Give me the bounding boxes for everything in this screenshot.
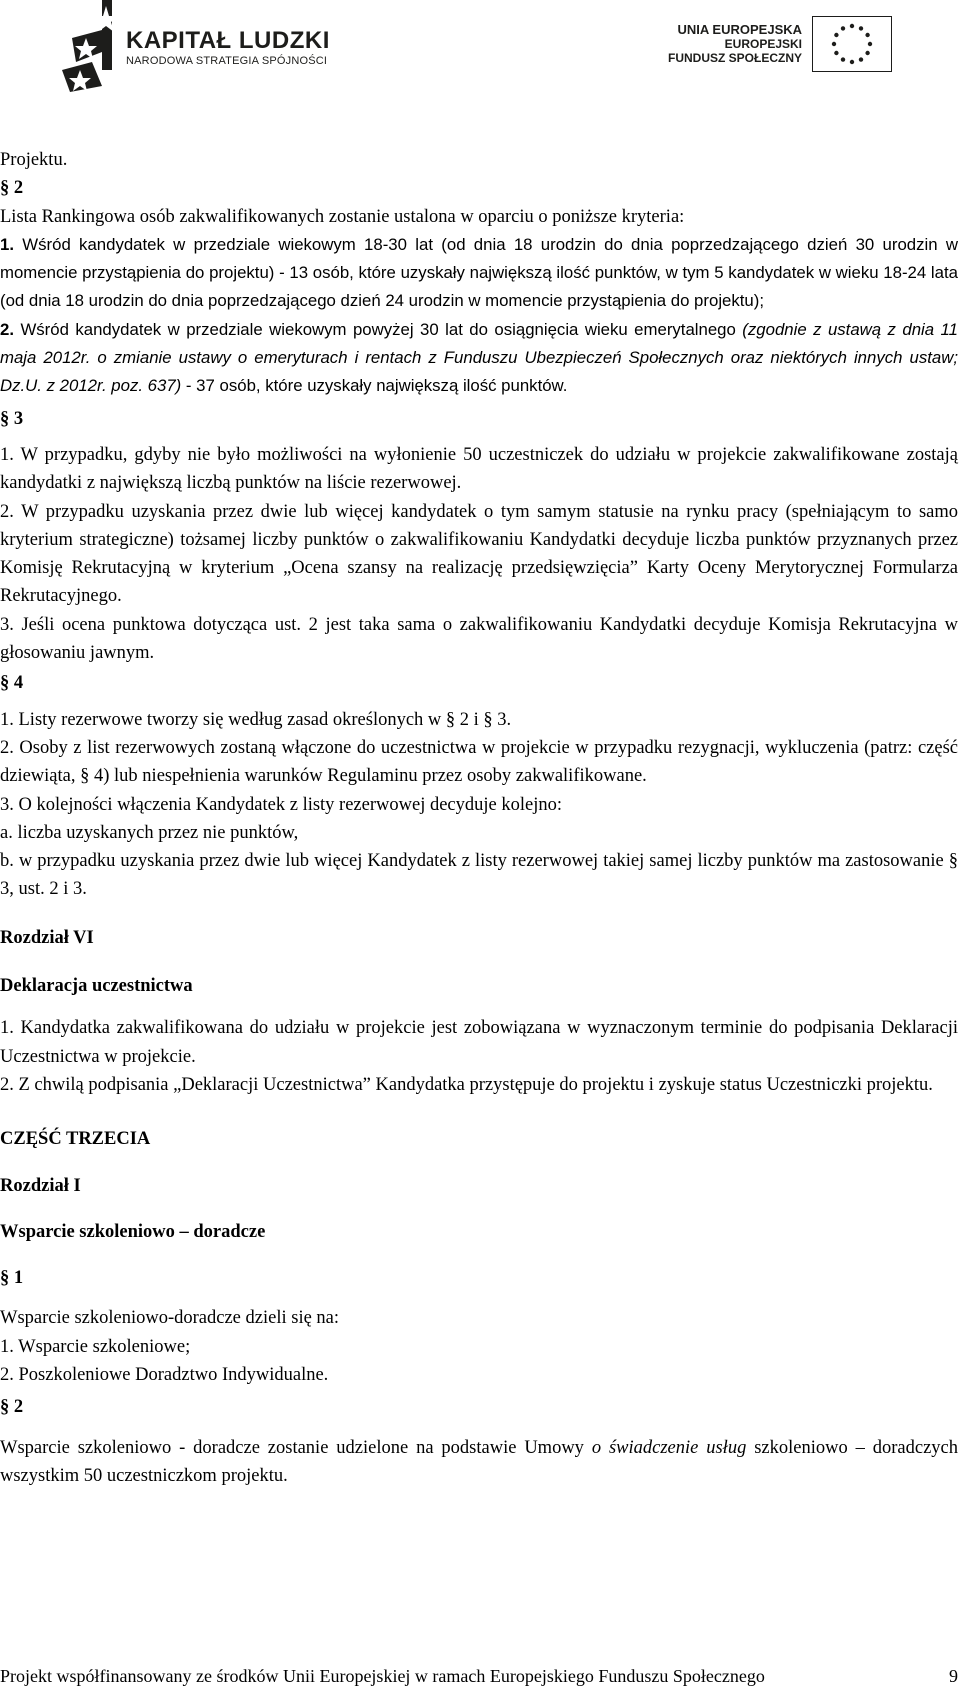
section-2-heading: § 2 <box>0 178 24 199</box>
ranking-intro: Lista Rankingowa osób zakwalifikowanych zostanie ustalona w oparciu o poniższe kryteria: <box>0 206 685 227</box>
eu-line-3: FUNDUSZ SPOŁECZNY <box>668 51 803 65</box>
section-4-point-a: a. liczba uzyskanych przez nie punktów, <box>0 822 299 843</box>
kapital-ludzki-title: KAPITAŁ LUDZKI <box>126 27 330 54</box>
support-heading: Wsparcie szkoleniowo – doradcze <box>0 1221 266 1242</box>
support-item-1: 1. Wsparcie szkoleniowe; <box>0 1336 191 1357</box>
criterion-1-text: Wśród kandydatek w przedziale wiekowym 18-30 lat (od dnia 18 urodzin do dnia poprzedzającego dzień 30 urodzin w momencie przystąpienia do projektu) - 13 osób, które uzyskały największą ilość punktów, w tym 5 kandydatek w wieku 18-24 lata (od dnia 18 urodzin do dnia poprzedzającego dzień 24 urodzin w momencie przystąpienia do projektu); <box>0 234 958 311</box>
eu-line-2: EUROPEJSKI <box>724 37 803 51</box>
criterion-1-number: 1. <box>0 234 14 254</box>
page-header <box>0 0 960 110</box>
text-projektu: Projektu. <box>0 150 68 170</box>
section-3-point-1: 1. W przypadku, gdyby nie było możliwości na wyłonienie 50 uczestniczek do udziału w projekcie zakwalifikowane zostają kandydatki z największą liczbą punktów na liście rezerwowej. <box>0 444 958 494</box>
kapital-ludzki-emblem-icon <box>62 0 132 92</box>
support-intro: Wsparcie szkoleniowo-doradcze dzieli się na: <box>0 1308 340 1329</box>
criterion-2-law-reference: (zgodnie z ustawą z dnia 11 maja 2012r. o zmianie ustawy o emeryturach i rentach z Funduszu Ubezpieczeń Społecznych oraz niektórych innych ustaw; Dz.U. z 2012r. poz. 637) <box>0 319 958 396</box>
section-4-point-3: 3. O kolejności włączenia Kandydatek z listy rezerwowej decyduje kolejno: <box>0 794 562 815</box>
section-2-final-heading: § 2 <box>0 1397 24 1418</box>
declaration-point-1: 1. Kandydatka zakwalifikowana do udziału w projekcie jest zobowiązana w wyznaczonym terminie do podpisania Deklaracji Uczestnictwa w projekcie. <box>0 1018 958 1067</box>
kapital-ludzki-subtitle: NARODOWA STRATEGIA SPÓJNOŚCI <box>126 55 328 67</box>
support-final-italic: o świadczenie usług <box>591 1437 747 1458</box>
eu-flag-icon <box>812 16 892 72</box>
support-item-2: 2. Poszkoleniowe Doradztwo Indywidualne. <box>0 1364 329 1385</box>
eu-wordmark <box>668 22 802 65</box>
criterion-2 <box>0 316 958 401</box>
section-1-heading: § 1 <box>0 1268 24 1289</box>
page-number: 9 <box>949 1666 958 1686</box>
declaration-point-2: 2. Z chwilą podpisania „Deklaracji Uczestnictwa” Kandydatka przystępuje do projektu i zyskuje status Uczestniczki projektu. <box>0 1074 933 1095</box>
criterion-2-number: 2. <box>0 319 14 339</box>
section-3-point-3: 3. Jeśli ocena punktowa dotycząca ust. 2 jest taka sama o zakwalifikowaniu Kandydatki decyduje Komisja Rekrutacyjna w głosowaniu jawnym. <box>0 614 958 664</box>
section-4-point-1: 1. Listy rezerwowe tworzy się według zasad określonych w § 2 i § 3. <box>0 709 512 730</box>
criterion-1 <box>0 231 958 316</box>
section-4-point-b: b. w przypadku uzyskania przez dwie lub więcej Kandydatek z listy rezerwowej takiej samej liczby punktów ma zastosowanie § 3, ust. 2 i 3. <box>0 851 958 900</box>
footer-funding-text: Projekt współfinansowany ze środków Unii Europejskiej w ramach Europejskiego Funduszu Społecznego <box>0 1666 765 1686</box>
declaration-heading: Deklaracja uczestnictwa <box>0 976 193 997</box>
criterion-2-text: Wśród kandydatek w przedziale wiekowym powyżej 30 lat do osiągnięcia wieku emerytalnego <box>14 319 743 339</box>
section-3-point-2: 2. W przypadku uzyskania przez dwie lub więcej kandydatek o tym samym statusie na rynku pracy (spełniającym to samo kryterium strategiczne) tożsamej liczby punktów o zakwalifikowaniu Kandydatki decyduje liczba punktów przyznanych przez Komisję Rekrutacyjną w kryterium „Ocena szansy na realizację przedsięwzięcia” Karty Oceny Merytorycznej Formularza Rekrutacyjnego. <box>0 501 958 607</box>
kapital-ludzki-wordmark <box>126 28 330 68</box>
support-final-text-a: Wsparcie szkoleniowo - doradcze zostanie udzielone na podstawie Umowy <box>0 1437 592 1458</box>
section-3-heading: § 3 <box>0 408 24 429</box>
section-4-heading: § 4 <box>0 673 24 694</box>
criterion-2-count: - 37 osób, które uzyskały największą ilość punktów. <box>181 376 568 396</box>
support-final <box>0 1434 958 1491</box>
chapter-vi-heading: Rozdział VI <box>0 927 94 948</box>
support-final-text-b: szkoleniowo – doradczych wszystkim 50 uczestniczkom projektu. <box>0 1437 958 1486</box>
part-three-heading: CZĘŚĆ TRZECIA <box>0 1129 151 1150</box>
document-body <box>0 146 958 1490</box>
chapter-i-heading: Rozdział I <box>0 1175 81 1196</box>
section-4-point-2: 2. Osoby z list rezerwowych zostaną włączone do uczestnictwa w projekcie w przypadku rezygnacji, wykluczenia (patrz: część dziewiąta, § 4) lub niespełnienia warunków Regulaminu przez osoby zakwalifikowane. <box>0 737 958 787</box>
eu-line-1: UNIA EUROPEJSKA <box>677 22 803 37</box>
